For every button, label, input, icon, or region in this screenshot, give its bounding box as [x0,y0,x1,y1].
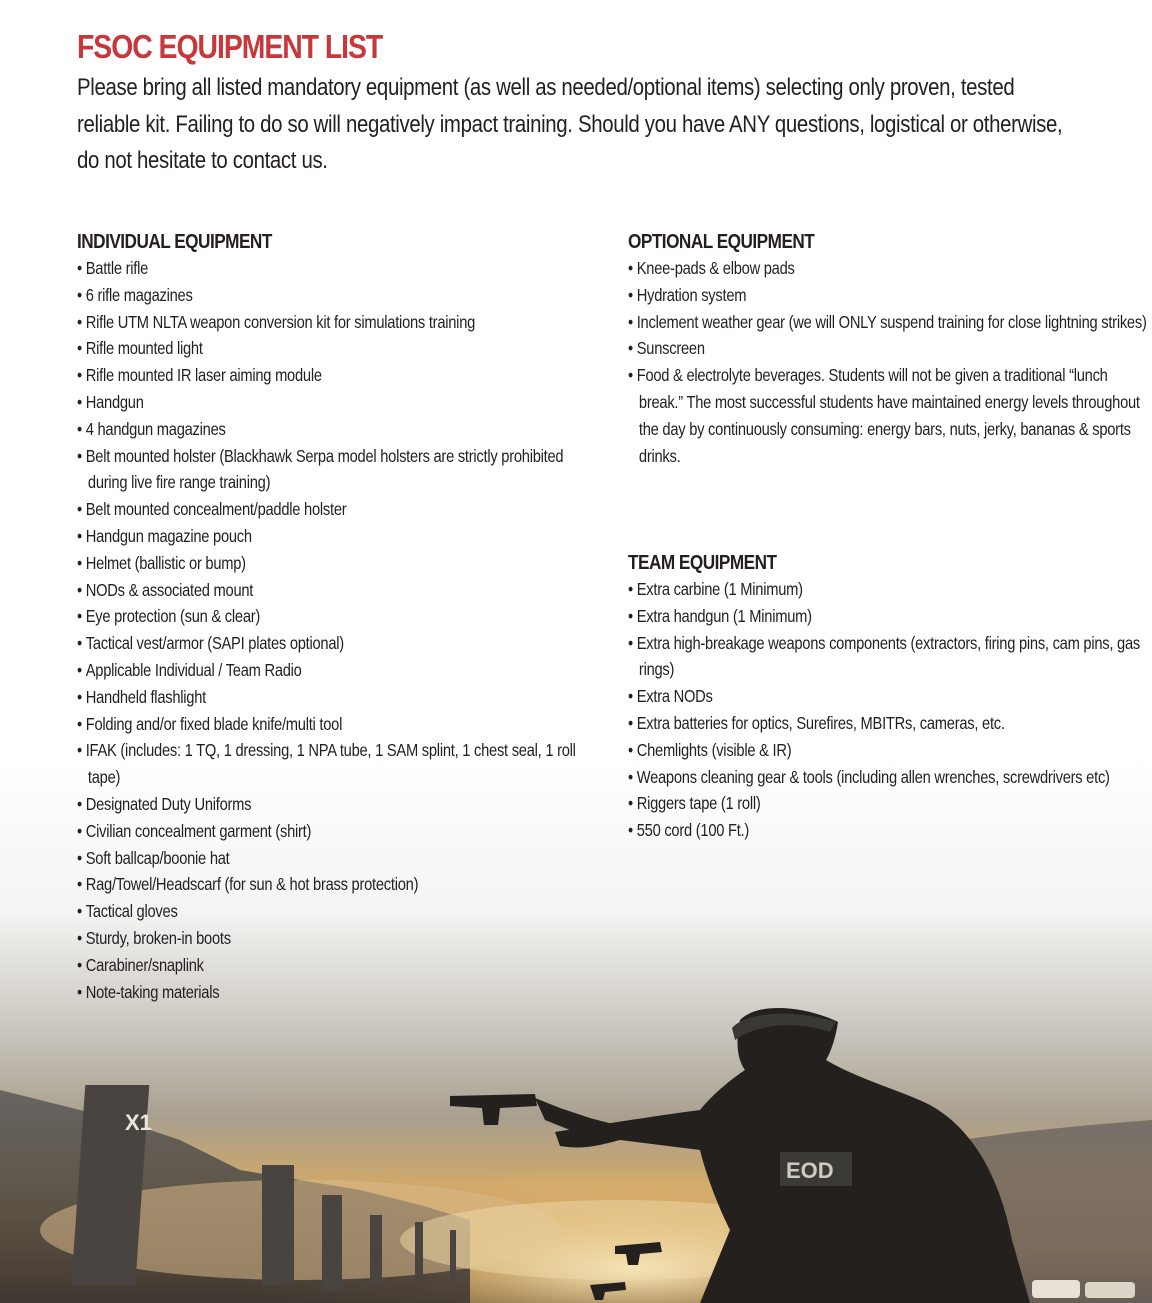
list-item: • Rifle mounted light [77,335,600,362]
list-item: • Weapons cleaning gear & tools (including allen wrenches, screwdrivers etc) [628,764,1151,791]
list-item: • 550 cord (100 Ft.) [628,817,1151,844]
section-heading: OPTIONAL EQUIPMENT [628,231,815,253]
page-title: FSOC EQUIPMENT LIST [77,28,383,65]
list-item: • Tactical gloves [77,898,600,925]
list-item: • IFAK (includes: 1 TQ, 1 dressing, 1 NPA tube, 1 SAM splint, 1 chest seal, 1 roll tape) [77,737,600,791]
individual-equipment-list [77,255,637,1005]
list-item: • NODs & associated mount [77,577,600,604]
list-item: • Chemlights (visible & IR) [628,737,1151,764]
list-item: • Tactical vest/armor (SAPI plates optional) [77,630,600,657]
list-item: • Food & electrolyte beverages. Students will not be given a traditional “lunch break.” The most successful students have maintained energy levels throughout the day by continuously consuming: energy bars, nuts, jerky, bananas & sports drinks. [628,362,1151,469]
section-heading: TEAM EQUIPMENT [628,552,777,574]
list-item: • Carabiner/snaplink [77,952,600,979]
optional-equipment-list [628,255,1152,469]
list-item: • Belt mounted holster (Blackhawk Serpa model holsters are strictly prohibited during live fire range training) [77,443,600,497]
list-item: • Extra carbine (1 Minimum) [628,576,1151,603]
list-item: • Eye protection (sun & clear) [77,603,600,630]
team-equipment-section [628,550,1152,844]
optional-equipment-section [628,229,1152,469]
list-item: • Rifle UTM NLTA weapon conversion kit for simulations training [77,309,600,336]
list-item: • 4 handgun magazines [77,416,600,443]
list-item: • Rag/Towel/Headscarf (for sun & hot brass protection) [77,871,600,898]
list-item: • Inclement weather gear (we will ONLY suspend training for close lightning strikes) [628,309,1151,336]
list-item: • Extra batteries for optics, Surefires, MBITRs, cameras, etc. [628,710,1151,737]
list-item: • Riggers tape (1 roll) [628,790,1151,817]
list-item: • 6 rifle magazines [77,282,600,309]
list-item: • Applicable Individual / Team Radio [77,657,600,684]
list-item: • Hydration system [628,282,1151,309]
team-equipment-list [628,576,1152,844]
list-item: • Battle rifle [77,255,600,282]
list-item: • Handgun [77,389,600,416]
intro-paragraph: Please bring all listed mandatory equipment (as well as needed/optional items) selecting only proven, tested reliable kit. Failing to do so will negatively impact training. Should you have ANY questions, logistical or otherwise, do not hesitate to contact us. [77,74,1063,174]
target-number: X1 [125,1110,152,1135]
list-item: • Handgun magazine pouch [77,523,600,550]
list-item: • Folding and/or fixed blade knife/multi tool [77,711,600,738]
individual-equipment-section [77,229,637,1005]
list-item: • Extra handgun (1 Minimum) [628,603,1151,630]
list-item: • Civilian concealment garment (shirt) [77,818,600,845]
section-heading: INDIVIDUAL EQUIPMENT [77,231,272,253]
list-item: • Belt mounted concealment/paddle holster [77,496,600,523]
list-item: • Designated Duty Uniforms [77,791,600,818]
list-item: • Handheld flashlight [77,684,600,711]
list-item: • Sturdy, broken-in boots [77,925,600,952]
target-stands [71,1085,456,1290]
shooter-silhouette [450,1008,1030,1303]
list-item: • Sunscreen [628,335,1151,362]
eod-patch [780,1152,852,1186]
list-item: • Soft ballcap/boonie hat [77,845,600,872]
list-item: • Extra NODs [628,683,1151,710]
list-item: • Extra high-breakage weapons components (extractors, firing pins, cam pins, gas rings) [628,630,1151,684]
list-item: • Knee-pads & elbow pads [628,255,1151,282]
list-item: • Helmet (ballistic or bump) [77,550,600,577]
patch-text: EOD [786,1158,834,1183]
list-item: • Rifle mounted IR laser aiming module [77,362,600,389]
list-item: • Note-taking materials [77,979,600,1006]
